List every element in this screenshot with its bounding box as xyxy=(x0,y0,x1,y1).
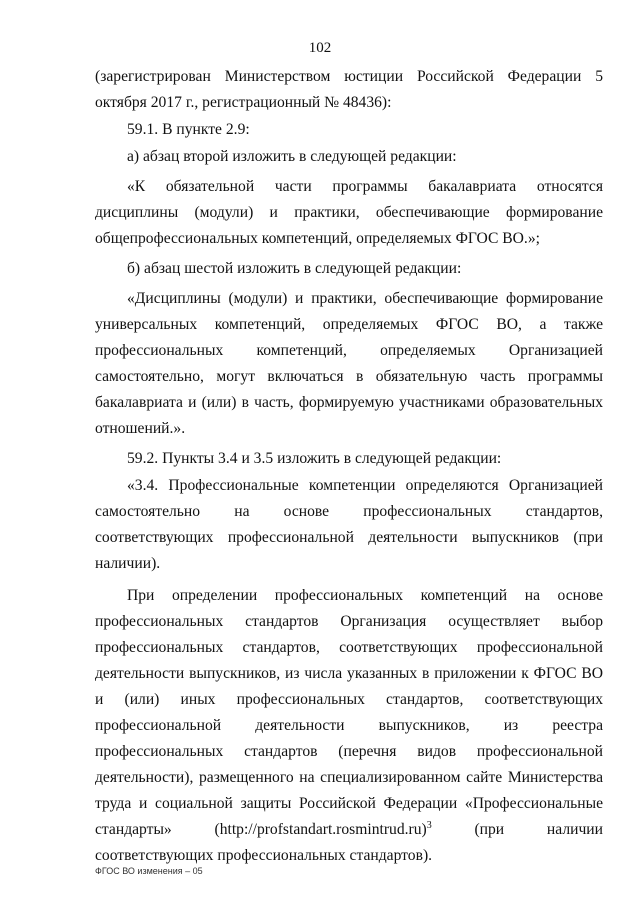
paragraph-registration: (зарегистрирован Министерством юстиции Российской Федерации 5 октября 2017 г., регистрационный № 48436): xyxy=(95,68,603,111)
paragraph-quote-3-4: «3.4. Профессиональные компетенции определяются Организацией самостоятельно на основе профессиональных стандартов, соответствующих профессиональной деятельности выпускников (при наличии). xyxy=(95,477,603,572)
page-footer: ФГОС ВО изменения – 05 xyxy=(95,866,203,876)
paragraph-standards-selection xyxy=(95,583,603,869)
paragraph-59-1: 59.1. В пункте 2.9: xyxy=(127,121,250,138)
footnote-reference: 3 xyxy=(426,819,432,831)
page-number: 102 xyxy=(308,40,332,56)
document-body xyxy=(95,64,603,869)
paragraph-item-b: б) абзац шестой изложить в следующей редакции: xyxy=(127,260,462,277)
paragraph-item-a: а) абзац второй изложить в следующей редакции: xyxy=(127,148,457,165)
paragraph-standards-tail: (при наличии соответствующих профессиональных стандартов). xyxy=(95,821,603,864)
paragraph-59-2: 59.2. Пункты 3.4 и 3.5 изложить в следующей редакции: xyxy=(127,450,502,467)
paragraph-standards-text: При определении профессиональных компетенций на основе профессиональных стандартов Организация осуществляет выбор профессиональных стандартов, соответствующих профессиональной деятельности выпускников, из числа указанных в приложении к ФГОС ВО и (или) иных профессиональных стандартов, соответствующих профессиональной деятельности выпускников, из реестра профессиональных стандартов (перечня видов профессиональной деятельности), размещенного на специализированном сайте Министерства труда и социальной защиты Российской Федерации «Профессиональные стандарты» (http://profstandart.rosmintrud.ru) xyxy=(95,587,603,838)
paragraph-quote-disciplines: «Дисциплины (модули) и практики, обеспечивающие формирование универсальных компетенций, определяемых ФГОС ВО, а также профессиональных компетенций, определяемых Организацией самостоятельно, могут включаться в обязательную часть программы бакалавриата и (или) в часть, формируемую участниками образовательных отношений.». xyxy=(95,290,603,437)
paragraph-quote-mandatory-part: «К обязательной части программы бакалавриата относятся дисциплины (модули) и практики, обеспечивающие формирование общепрофессиональных компетенций, определяемых ФГОС ВО.»; xyxy=(95,178,603,247)
